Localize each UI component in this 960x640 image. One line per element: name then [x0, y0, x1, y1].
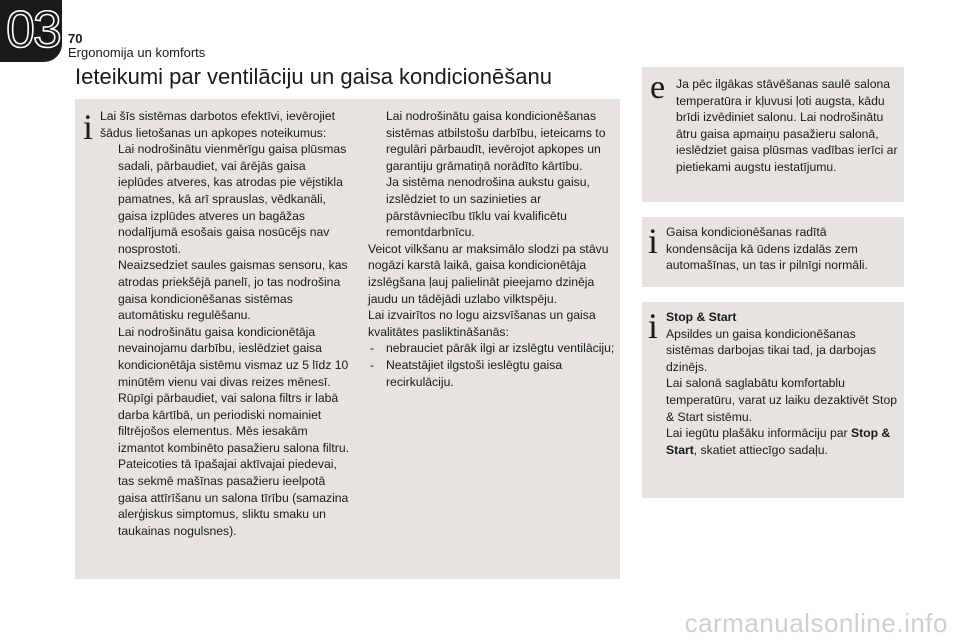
info-icon: i — [648, 306, 659, 346]
tip-text-ventilation: Ja pēc ilgākas stāvēšanas saulē salona temperatūra ir kļuvusi ļoti augsta, kādu brīdi izvēdiniet salonu. Lai nodrošinātu ātru gaisa apmaiņu pasažieru salonā, ieslēdziet gaisa plūsmas vadības ierīci ar pietiekami augstu iestatījumu. — [676, 77, 898, 174]
list-item: - Neatstājiet ilgstoši ieslēgtu gaisa recirkulāciju. — [370, 357, 563, 389]
list-item: - nebrauciet pārāk ilgi ar izslēgtu ventilāciju; — [370, 341, 615, 356]
chapter-name: Ergonomija un komforts — [68, 45, 206, 60]
page-title: Ieteikumi par ventilāciju un gaisa kondicionēšanu — [75, 64, 552, 89]
info-text-stop-start — [666, 309, 900, 458]
list-item: Lai nodrošinātu gaisa kondicionēšanas sistēmas atbilstošu darbību, ieteicams to regulāri pārbaudīt, ievērojot apkopes un garantiju grāmatiņā norādīto kārtību. — [386, 109, 606, 173]
dash-icon: - — [370, 357, 375, 372]
main-left-column — [100, 108, 350, 539]
list-item: Ja sistēma nenodrošina aukstu gaisu, izslēdziet to un sazinieties ar pārstāvniecību tīklu vai kvalificētu remontdarbnīcu. — [386, 175, 590, 240]
info-icon: i — [648, 221, 659, 261]
info-icon: i — [83, 107, 94, 147]
chapter-number: 03 — [6, 1, 60, 59]
stop-start-text-1: Apsildes un gaisa kondicionēšanas sistēmas darbojas tikai tad, ja darbojas dzinējs. — [666, 326, 877, 374]
intro-text: Lai šīs sistēmas darbotos efektīvi, ievērojiet šādus lietošanas un apkopes noteikumus: — [100, 109, 336, 140]
towing-text: Veicot vilkšanu ar maksimālo slodzi pa stāvu nogāzi karstā laikā, gaisa kondicionētāja izslēgšana ļauj palielināt pieejamo dzinēja jaudu un tādējādi uzlabo vilktspēju. — [368, 241, 609, 306]
stop-start-heading: Stop & Start — [666, 310, 737, 324]
page-number: 70 — [68, 31, 83, 46]
list-item: Rūpīgi pārbaudiet, vai salona filtrs ir labā darba kārtībā, un periodiski nomainiet filtrējošos elementus. Mēs iesakām izmantot kombinēto pasažieru salona filtru. Pateicoties tā īpašajai aktīvajai piedevai, tas sekmē mašīnas pasažieru ieelpotā gaisa attīrīšanu un salona tīrību (samazina alerģiskus simptomus, sliktu smaku un taukainas nogulsnes). — [118, 391, 350, 538]
eco-icon: e — [650, 69, 666, 106]
fogging-text: Lai izvairītos no logu aizsvīšanas un gaisa kvalitātes pasliktināšanās: — [368, 308, 596, 339]
list-item: Neaizsedziet saules gaismas sensoru, kas atrodas priekšējā panelī, jo tas nodrošina gaisa kondicionēšanas sistēmas automātisku regulēšanu. — [118, 258, 348, 323]
main-right-column — [368, 108, 616, 390]
info-text-condensation: Gaisa kondicionēšanas radītā kondensācija kā ūdens izdalās zem automašīnas, un tas ir pilnīgi normāli. — [666, 225, 868, 273]
list-item: Lai nodrošinātu gaisa kondicionētāja nevainojamu darbību, ieslēdziet gaisa kondicionētāja sistēmu vismaz uz 5 līdz 10 minūtēm vienu vai divas reizes mēnesī. — [118, 324, 349, 389]
stop-start-text-2: Lai salonā saglabātu komfortablu temperatūru, varat uz laiku dezaktivēt Stop & Start sistēmu. — [666, 376, 898, 424]
watermark: carmanualsonline.info — [684, 608, 948, 638]
list-item: Lai nodrošinātu vienmērīgu gaisa plūsmas sadali, pārbaudiet, vai ārējās gaisa ieplūdes atveres, kas atrodas pie vējstikla pamatnes, kā arī sprauslas, vēdkanāli, gaisa izplūdes atveres un bagāžas nodalījumā esošais gaisa nosūcējs nav nosprostoti. — [118, 142, 347, 256]
chapter-tab — [0, 0, 62, 62]
dash-icon: - — [370, 341, 375, 356]
stop-start-text-3: Lai iegūtu plašāku informāciju par Stop & Start, skatiet attiecīgo sadaļu. — [666, 426, 891, 457]
